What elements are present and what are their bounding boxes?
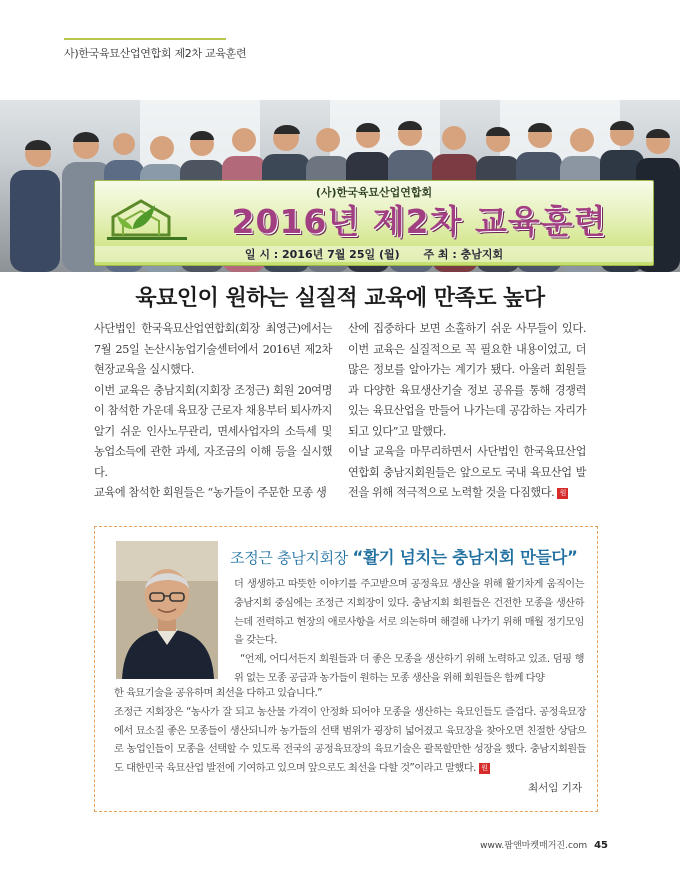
interview-paragraph [114,704,586,779]
article-paragraph: 교육에 참석한 회원들은 “농가들이 주문한 모종 생 [94,486,327,499]
article-paragraph: 산에 집중하다 보면 소홀하기 쉬운 사무들이 있다. 이번 교육은 실질적으로 꼭 필요한 내용이었고, 더 많은 정보를 알아가는 계기가 됐다. 아울러 회원들과 다양한 육묘생산기술 정보 공유를 통해 경쟁력 있는 육묘산업을 만들어 나가는데 공감하는 자리가 되고 있다”고 말했다. [348,322,586,438]
page-footer [480,838,608,851]
section-label: 사)한국육묘산업연합회 제2차 교육훈련 [64,47,247,60]
reporter-byline: 최서임 기자 [527,782,582,794]
banner-info [95,246,653,262]
interview-portrait [116,541,218,679]
header-rule [64,38,226,40]
interview-text-lower [114,685,586,779]
interview-title-quote: “활기 넘치는 충남지회 만들다” [352,548,578,567]
interview-title-prefix: 조정근 충남지회장 [230,549,348,567]
banner-title: 2016년 제2차 교육훈련 [231,202,607,241]
article-paragraph: 이번 교육은 충남지회(지회장 조정근) 회원 20여명이 참석한 가운데 육묘장 근로자 채용부터 퇴사까지 알기 쉬운 인사노무관리, 면세사업자의 소득세 및 농업소득에 관한 과세, 자조금의 이해 등을 실시했다. [94,383,332,479]
training-banner [94,180,654,266]
banner-host: 주 최 : 충남지회 [423,248,504,261]
portrait-illustration [116,541,218,679]
interview-title [230,544,578,568]
footer-site: www.팜앤마켓매거진.com [480,841,588,851]
article-paragraph: 사단법인 한국육묘산업연합회(회장 최영근)에서는 7월 25일 논산시농업기술센터에서 2016년 제2차 현장교육을 실시했다. [94,322,332,376]
article-headline: 육묘인이 원하는 실질적 교육에 만족도 높다 [135,285,545,311]
banner-date: 일 시 : 2016년 7월 25일 (월) [244,248,400,261]
article-paragraph [348,442,586,504]
interview-text-upper [234,576,584,689]
interview-paragraph: 더 생생하고 따뜻한 이야기를 주고받으며 공정육묘 생산을 위해 활기차게 움직이는 충남지회 중심에는 조정근 지회장이 있다. 충남지회 회원들은 건전한 모종을 생산하는데 전력하고 현장의 애로사항을 서로 의논하며 해결해 나가기 위해 매월 정기모임을 갖는다. [234,579,584,647]
page-number: 45 [594,840,608,851]
article-column-right [348,319,586,504]
interview-paragraph: 한 육묘기술을 공유하며 최선을 다하고 있습니다.” [114,688,323,699]
article-column-left [94,319,332,504]
end-mark-icon: 원 [479,763,490,774]
greenhouse-logo-icon [103,195,193,245]
banner-org-name: (사)한국육묘산업연합회 [315,186,433,199]
article-paragraph-text: 이날 교육을 마무리하면서 사단법인 한국육묘산업연합회 충남지회원들은 앞으로도 국내 육묘산업 발전을 위해 적극적으로 노력할 것을 다짐했다. [348,445,586,499]
interview-paragraph: “언제, 어디서든지 회원들과 더 좋은 모종을 생산하기 위해 노력하고 있죠. 덤핑 행위 없는 모종 공급과 농가들이 원하는 모종 생산을 위해 회원들은 함께 다양 [234,654,584,684]
interview-paragraph-text: 조정근 지회장은 “농사가 잘 되고 농산물 가격이 안정화 되어야 모종을 생산하는 육묘인들도 즐겁다. 공정육묘장에서 묘소질 좋은 모종들이 생산되니까 농가들의 선택 범위가 굉장히 넓어졌고 육묘장을 찾아오면 친절한 상담으로 농업인들이 모종을 선택할 수 있도록 전국의 공정육묘장의 육묘기술은 괄목할만한 성장을 했다. 충남지회원들도 대한민국 육묘산업 발전에 기여하고 있으며 앞으로도 최선을 다할 것”이라고 말했다. [114,706,586,775]
end-mark-icon: 원 [557,488,568,499]
